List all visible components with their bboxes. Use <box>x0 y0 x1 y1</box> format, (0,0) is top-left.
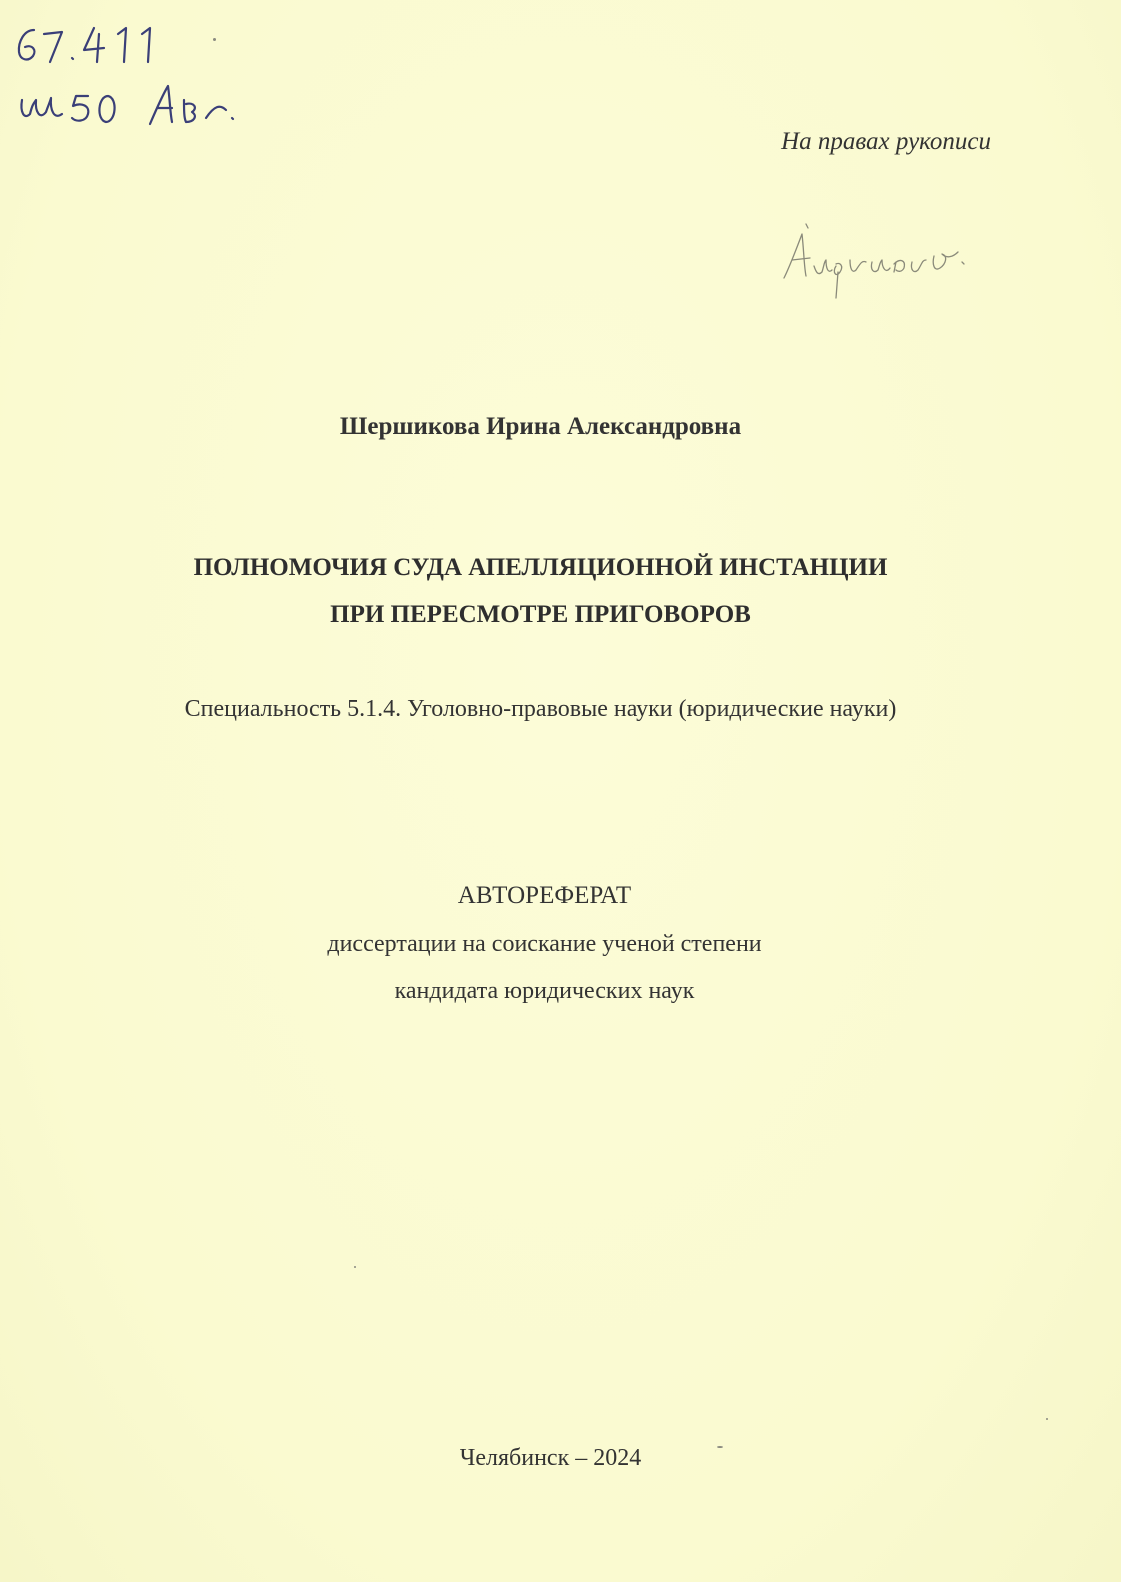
signature-drawing <box>770 212 990 312</box>
abstract-heading: АВТОРЕФЕРАТ <box>457 882 632 909</box>
handwritten-classification <box>0 0 300 150</box>
manuscript-rights-note: На правах рукописи <box>781 128 991 155</box>
specialty-line: Специальность 5.1.4. Уголовно-правовые науки (юридические науки) <box>184 696 897 722</box>
scan-speck <box>213 38 216 41</box>
abstract-description-line-1: диссертации на соискание ученой степени <box>327 931 762 957</box>
scan-speck <box>1046 1418 1048 1420</box>
city-year: Челябинск – 2024 <box>459 1445 642 1471</box>
scan-speck <box>354 1266 356 1268</box>
dissertation-title-line-1: ПОЛНОМОЧИЯ СУДА АПЕЛЛЯЦИОННОЙ ИНСТАНЦИИ <box>193 554 888 581</box>
dissertation-title-line-2: ПРИ ПЕРЕСМОТРЕ ПРИГОВОРОВ <box>330 601 751 628</box>
author-name: Шершикова Ирина Александровна <box>339 413 742 440</box>
abstract-description-line-2: кандидата юридических наук <box>394 978 695 1004</box>
scan-speck <box>717 1446 723 1448</box>
